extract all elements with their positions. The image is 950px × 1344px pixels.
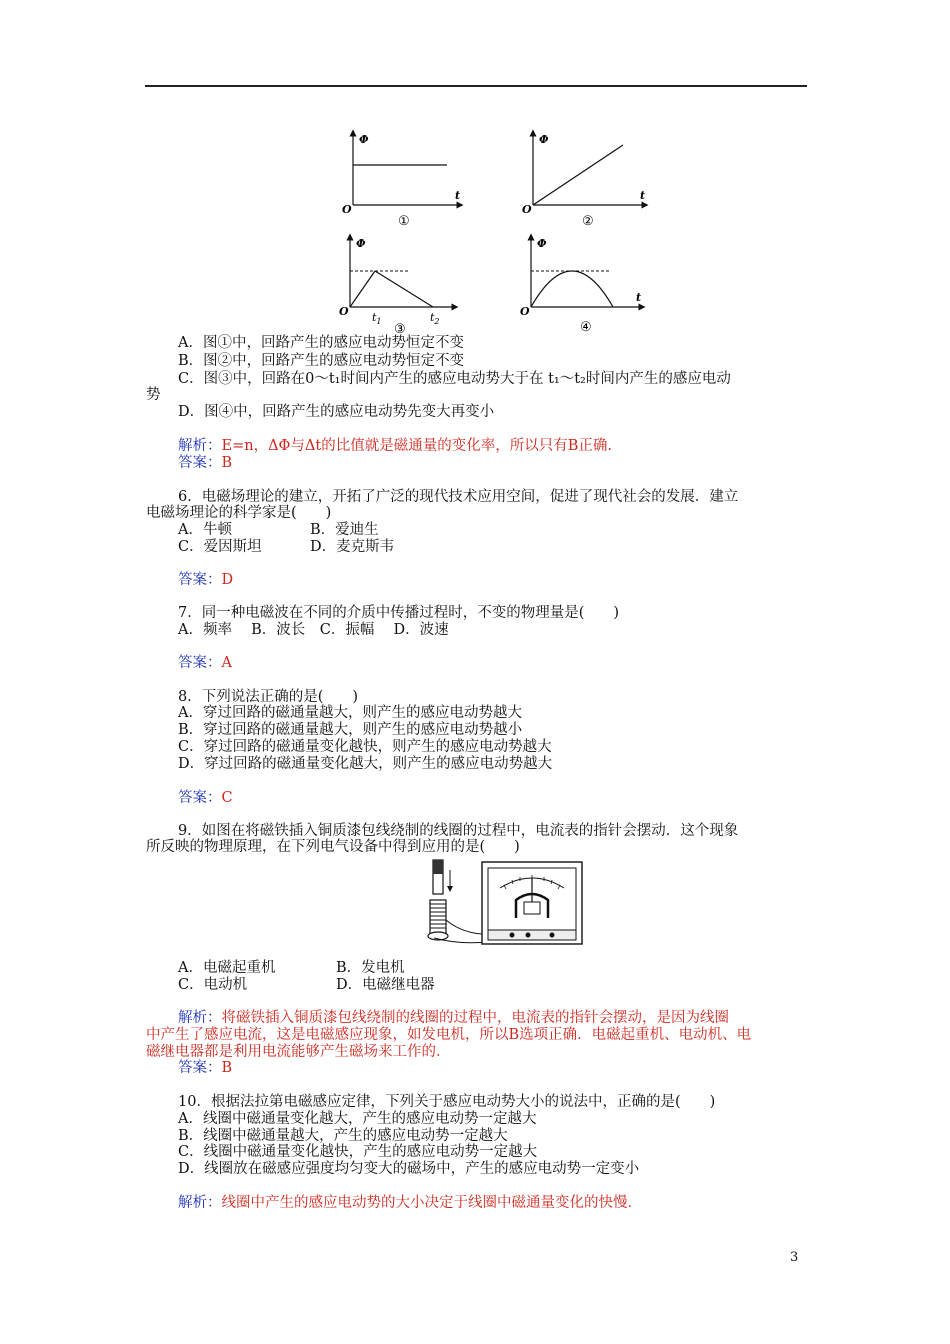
q6-answer: 答案：D: [178, 572, 234, 588]
q8-option-a: A．穿过回路的磁通量越大，则产生的感应电动势越大: [178, 705, 522, 721]
g3-origin-label: O: [339, 305, 349, 318]
q10-option-a: A．线圈中磁通量变化越大，产生的感应电动势一定越大: [178, 1111, 537, 1127]
q6-option-a: A．牛顿: [178, 522, 232, 538]
q5-option-b: B．图②中，回路产生的感应电动势恒定不变: [178, 353, 465, 369]
g2-origin-label: O: [522, 203, 532, 216]
g4-t-label: t: [636, 291, 642, 304]
q10-option-c: C．线圈中磁通量变化越快，产生的感应电动势一定越大: [178, 1144, 538, 1160]
q9-stem-line2: 所反映的物理原理，在下列电气设备中得到应用的是( ): [146, 839, 520, 855]
g1-t-label: t: [455, 189, 461, 202]
q9-answer: 答案：B: [178, 1060, 233, 1076]
g4-origin-label: O: [520, 305, 530, 318]
q8-option-b: B．穿过回路的磁通量越大，则产生的感应电动势越小: [178, 722, 523, 738]
q7-answer: 答案：A: [178, 655, 232, 671]
g3-caption: ③: [394, 322, 406, 337]
q5-option-c: C．图③中，回路在0～t₁时间内产生的感应电动势大于在 t₁～t₂时间内产生的感应电动: [178, 371, 731, 387]
g3-phi-label: Φ: [356, 237, 366, 250]
q9-option-c: C．电动机: [178, 977, 248, 993]
g1-caption: ①: [398, 214, 410, 229]
q5-option-c-cont: 势: [146, 387, 161, 403]
q10-stem: 10．根据法拉第电磁感应定律，下列关于感应电动势大小的说法中，正确的是( ): [178, 1094, 716, 1110]
q6-stem-line1: 6．电磁场理论的建立，开拓了广泛的现代技术应用空间，促进了现代社会的发展．建立: [178, 489, 739, 505]
g4-phi-label: Φ: [537, 237, 547, 250]
header-rule: [145, 85, 807, 87]
graph-2: [522, 133, 645, 229]
g1-phi-label: Φ: [359, 133, 369, 146]
graph-3: [339, 237, 455, 337]
g4-caption: ④: [580, 320, 592, 335]
q7-options: A．频率 B．波长 C．振幅 D．波速: [178, 622, 449, 638]
q8-option-d: D．穿过回路的磁通量变化越大，则产生的感应电动势越大: [178, 756, 553, 772]
q8-stem: 8．下列说法正确的是( ): [178, 689, 359, 705]
g2-phi-label: Φ: [539, 133, 549, 146]
q6-option-b: B．爱迪生: [310, 522, 379, 538]
q6-stem-line2: 电磁场理论的科学家是( ): [146, 505, 332, 521]
q9-option-b: B．发电机: [336, 960, 405, 976]
g2-caption: ②: [582, 214, 594, 229]
q7-stem: 7．同一种电磁波在不同的介质中传播过程时，不变的物理量是( ): [178, 605, 620, 621]
q9-option-a: A．电磁起重机: [178, 960, 276, 976]
q10-option-b: B．线圈中磁通量越大，产生的感应电动势一定越大: [178, 1128, 508, 1144]
g1-origin-label: O: [342, 203, 352, 216]
q5-analysis: 解析：E=n，ΔΦ与Δt的比值就是磁通量的变化率，所以只有B正确.: [178, 438, 612, 454]
galvanometer-coil-figure: [420, 858, 590, 950]
q9-analysis-line1: 解析：将磁铁插入铜质漆包线绕制的线圈的过程中，电流表的指针会摆动，是因为线圈: [178, 1010, 729, 1026]
q9-option-d: D．电磁继电器: [336, 977, 435, 993]
q8-option-c: C．穿过回路的磁通量变化越快，则产生的感应电动势越大: [178, 739, 552, 755]
q6-option-c: C．爱因斯坦: [178, 539, 262, 555]
q5-option-a: A．图①中，回路产生的感应电动势恒定不变: [178, 335, 464, 351]
g3-t1-label: $t_1$: [372, 311, 382, 326]
page-number: 3: [790, 1250, 799, 1265]
q9-analysis-line2: 中产生了感应电流，这是电磁感应现象，如发电机，所以B选项正确．电磁起重机、电动机、电: [146, 1027, 752, 1043]
g3-t2-label: $t_2$: [430, 311, 440, 326]
q9-analysis-line3: 磁继电器都是利用电流能够产生磁场来工作的．: [146, 1044, 451, 1060]
q9-stem-line1: 9．如图在将磁铁插入铜质漆包线绕制的线圈的过程中，电流表的指针会摆动．这个现象: [178, 823, 739, 839]
q5-answer: 答案：B: [178, 455, 233, 471]
flux-graphs-figure: [330, 125, 660, 340]
graph-1: [342, 133, 460, 229]
g2-t-label: t: [640, 189, 646, 202]
q6-option-d: D．麦克斯韦: [310, 539, 395, 555]
q10-analysis: 解析：线圈中产生的感应电动势的大小决定于线圈中磁通量变化的快慢．: [178, 1195, 642, 1211]
q10-option-d: D．线圈放在磁感应强度均匀变大的磁场中，产生的感应电动势一定变小: [178, 1161, 640, 1177]
q5-option-d: D．图④中，回路产生的感应电动势先变大再变小: [178, 404, 495, 420]
graph-4: [520, 237, 642, 335]
q8-answer: 答案：C: [178, 790, 233, 806]
